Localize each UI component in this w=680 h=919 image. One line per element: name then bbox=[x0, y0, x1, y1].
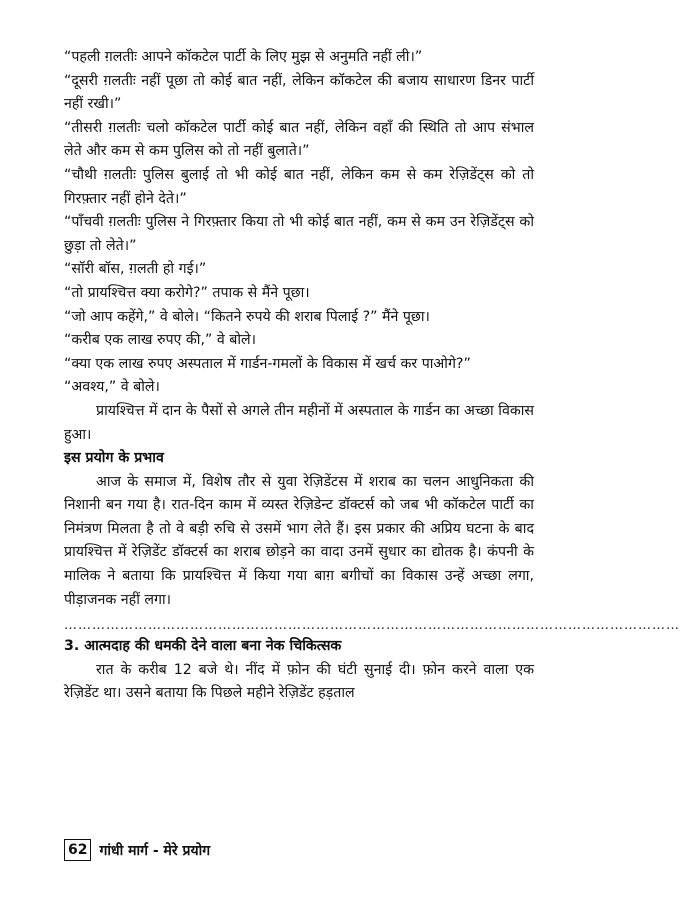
page-footer bbox=[64, 839, 210, 861]
page-body bbox=[64, 46, 680, 706]
dialogue-paragraph: “क्या एक लाख रुपए अस्पताल में गार्डन-गमलों के विकास में खर्च कर पाओगे?” bbox=[64, 355, 471, 372]
dialogue-block bbox=[64, 46, 534, 447]
dialogue-paragraph: “जो आप कहेंगे,” वे बोले। “कितने रुपये की शराब पिलाई ?” मैंने पूछा। bbox=[64, 308, 430, 325]
book-title: गांधी मार्ग - मेरे प्रयोग bbox=[99, 842, 211, 859]
section-heading: इस प्रयोग के प्रभाव bbox=[64, 450, 164, 467]
dialogue-paragraph: “दूसरी ग़लतीः नहीं पूछा तो कोई बात नहीं, लेकिन कॉकटेल की बजाय साधारण डिनर पार्टी नहीं रखी।” bbox=[64, 72, 534, 113]
page-number: 62 bbox=[64, 839, 91, 861]
dialogue-paragraph: “सॉरी बॉस, ग़लती हो गई।” bbox=[64, 261, 207, 278]
dialogue-paragraph: “तो प्रायश्चित्त क्या करोगे?” तपाक से मैंने पूछा। bbox=[64, 284, 310, 301]
section-paragraph: आज के समाज में, विशेष तौर से युवा रेज़िडेंटस में शराब का चलन आधुनिकता की निशानी बन गया है। रात-दिन काम में व्यस्त रेज़िडेन्ट डॉक्टर्स को जब भी कॉकटेल पार्टी का निमंत्रण मिलता है तो वे बड़ी रुचि से उसमें भाग लेते हैं। इस प्रकार की अप्रिय घटना के बाद प्रायश्चित्त में रेज़िडेंट डॉक्टर्स का शराब छोड़ने का वादा उनमें सुधार का द्योतक है। कंपनी के मालिक ने बताया कि प्रायश्चित्त में किया गया बाग़ बगीचों का विकास उन्हें अच्छा लगा, पीड़ाजनक नहीं लगा। bbox=[64, 473, 534, 608]
dotted-separator: …………………………………………………………………………………………………………………… bbox=[64, 618, 680, 634]
dialogue-paragraph: “करीब एक लाख रुपए की,” वे बोले। bbox=[64, 332, 257, 349]
dialogue-paragraph: “अवश्य,” वे बोले। bbox=[64, 379, 160, 396]
dialogue-paragraph: “चौथी ग़लतीः पुलिस बुलाई तो भी कोई बात नहीं, लेकिन कम से कम रेज़िडेंट्स को तो गिरफ़्तार नहीं होने देते।” bbox=[64, 166, 534, 207]
dialogue-paragraph: “तीसरी ग़लतीः चलो कॉकटेल पार्टी कोई बात नहीं, लेकिन वहाँ की स्थिति तो आप संभाल लेते और कम से कम पुलिस को तो नहीं बुलाते।” bbox=[64, 119, 534, 160]
dialogue-paragraph: प्रायश्चित्त में दान के पैसों से अगले तीन महीनों में अस्पताल के गार्डन का अच्छा विकास हुआ। bbox=[64, 402, 534, 443]
next-section-paragraph: रात के करीब 12 बजे थे। नींद में फ़ोन की घंटी सुनाई दी। फ़ोन करने वाला एक रेज़िडेंट था। उसने बताया कि पिछले महीने रेज़िडेंट हड़ताल bbox=[64, 661, 534, 702]
next-section-heading: 3. आत्मदाह की धमकी देने वाला बना नेक चिकित्सक bbox=[64, 638, 342, 655]
dialogue-paragraph: “पाँचवी ग़लतीः पुलिस ने गिरफ़्तार किया तो भी कोई बात नहीं, कम से कम उन रेज़िडेंट्स को छुड़ा तो लेते।” bbox=[64, 214, 534, 254]
dialogue-paragraph: “पहली ग़लतीः आपने कॉकटेल पार्टी के लिए मुझ से अनुमति नहीं ली।” bbox=[64, 49, 423, 65]
